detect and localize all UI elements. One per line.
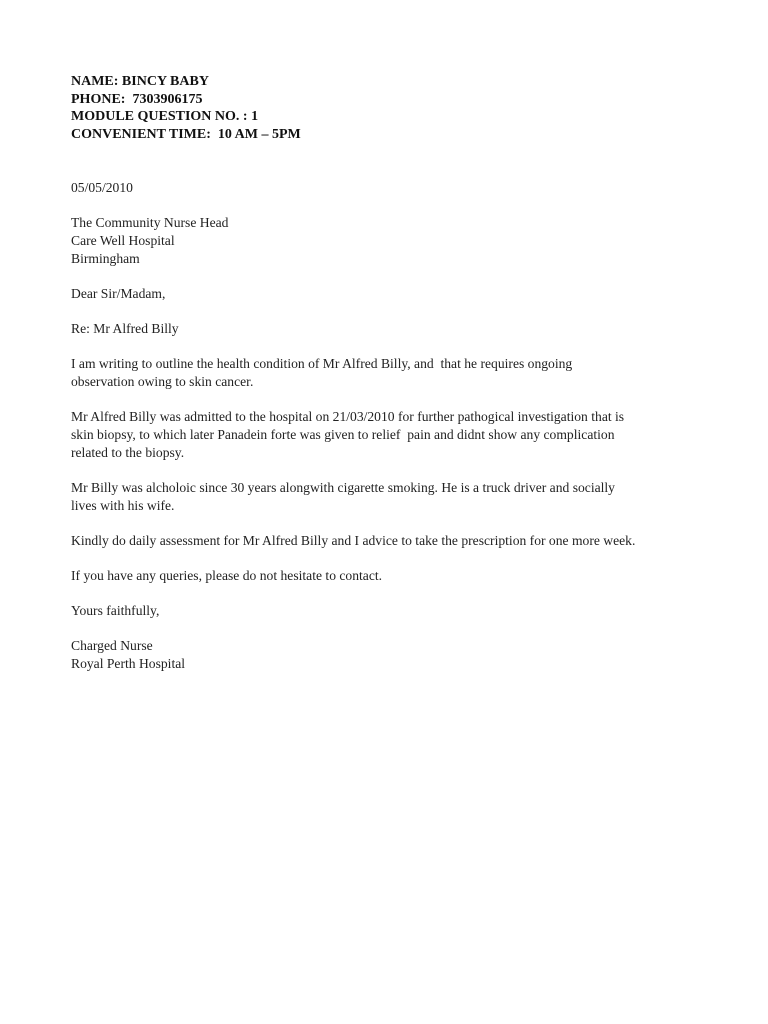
paragraph-line: Mr Billy was alcholoic since 30 years alongwith cigarette smoking. He is a truck driver and socially: [71, 480, 615, 495]
closing: Yours faithfully,: [71, 603, 160, 618]
paragraph-line: skin biopsy, to which later Panadein forte was given to relief pain and didnt show any complication: [71, 427, 615, 442]
header-block: [71, 73, 731, 143]
subject-line: Re: Mr Alfred Billy: [71, 321, 179, 336]
signature-line: Charged Nurse: [71, 638, 153, 653]
salutation: Dear Sir/Madam,: [71, 286, 166, 301]
paragraph-line: observation owing to skin cancer.: [71, 374, 254, 389]
body-paragraph: [71, 479, 731, 515]
recipient-line: Care Well Hospital: [71, 233, 175, 248]
signature-line: Royal Perth Hospital: [71, 656, 186, 671]
paragraph-line: I am writing to outline the health condition of Mr Alfred Billy, and that he requires ongoing: [71, 356, 573, 371]
body-paragraph: If you have any queries, please do not hesitate to contact.: [71, 568, 383, 583]
signature-block: [71, 637, 731, 673]
paragraph-line: Mr Alfred Billy was admitted to the hospital on 21/03/2010 for further pathogical investigation that is: [71, 409, 625, 424]
recipient-line: The Community Nurse Head: [71, 215, 229, 230]
paragraph-line: lives with his wife.: [71, 498, 175, 513]
header-name: NAME: BINCY BABY: [71, 74, 209, 89]
body-paragraph: [71, 355, 731, 391]
recipient-address: [71, 214, 731, 268]
header-module-question: MODULE QUESTION NO. : 1: [71, 109, 259, 124]
body-paragraph: Kindly do daily assessment for Mr Alfred Billy and I advice to take the prescription for one more week.: [71, 533, 636, 548]
header-convenient-time: CONVENIENT TIME: 10 AM – 5PM: [71, 126, 301, 142]
body-paragraph: [71, 408, 731, 462]
paragraph-line: related to the biopsy.: [71, 445, 185, 460]
header-phone: PHONE: 7303906175: [71, 91, 203, 107]
recipient-line: Birmingham: [71, 251, 140, 266]
letter-date: 05/05/2010: [71, 180, 133, 195]
letter-page: [71, 73, 731, 673]
